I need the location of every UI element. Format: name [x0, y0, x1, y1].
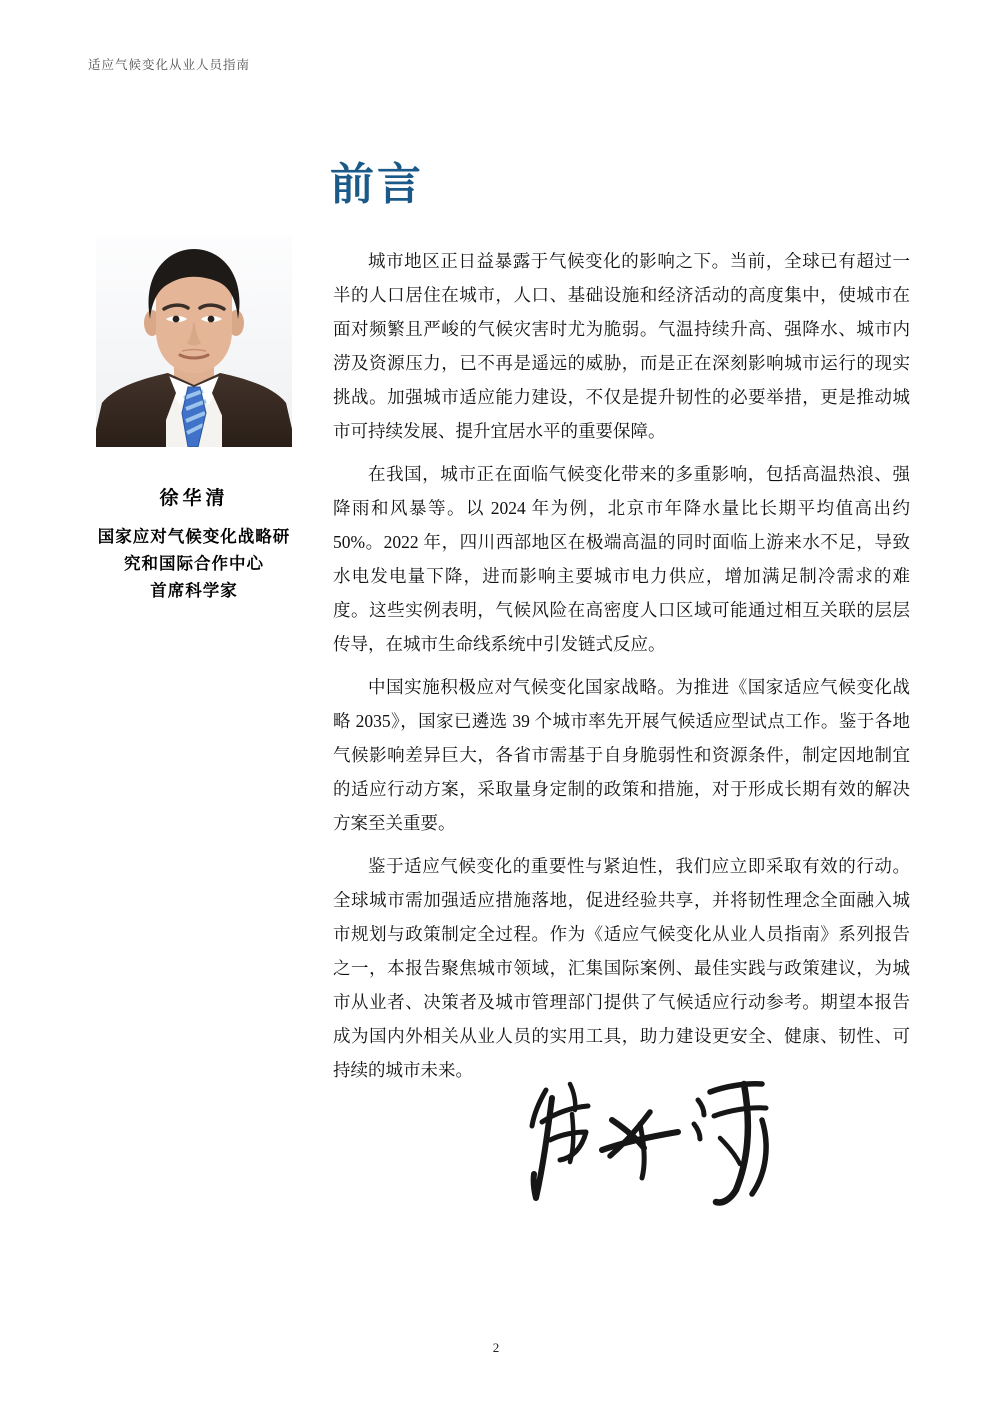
preface-body	[333, 244, 910, 1096]
paragraph-2: 在我国，城市正在面临气候变化带来的多重影响，包括高温热浪、强降雨和风暴等。以 2024 年为例，北京市年降水量比长期平均值高出约 50%。2022 年，四川西部地区在极端高温的同时面临上游来水不足，导致水电发电量下降，进而影响主要城市电力供应，增加满足制冷需求的难度。这些实例表明，气候风险在高密度人口区域可能通过相互关联的层层传导，在城市生命线系统中引发链式反应。	[333, 464, 910, 654]
affiliation-line-3: 首席科学家	[150, 582, 238, 600]
paragraph-3: 中国实施积极应对气候变化国家战略。为推进《国家适应气候变化战略 2035》，国家已遴选 39 个城市率先开展气候适应型试点工作。鉴于各地气候影响差异巨大，各省市需基于自身脆弱性和资源条件，制定因地制宜的适应行动方案，采取量身定制的政策和措施，对于形成长期有效的解决方案至关重要。	[333, 677, 910, 833]
author-block	[95, 235, 293, 605]
running-header: 适应气候变化从业人员指南	[88, 58, 251, 72]
page-number: 2	[492, 1340, 500, 1355]
page-title: 前言	[330, 160, 424, 210]
signature-strokes	[512, 1062, 774, 1214]
author-affiliation	[95, 524, 293, 605]
paragraph-4: 鉴于适应气候变化的重要性与紧迫性，我们应立即采取有效的行动。全球城市需加强适应措施落地，促进经验共享，并将韧性理念全面融入城市规划与政策制定全过程。作为《适应气候变化从业人员指南》系列报告之一，本报告聚焦城市领域，汇集国际案例、最佳实践与政策建议，为城市从业者、决策者及城市管理部门提供了气候适应行动参考。期望本报告成为国内外相关从业人员的实用工具，助力建设更安全、健康、韧性、可持续的城市未来。	[333, 856, 910, 1080]
affiliation-line-1: 国家应对气候变化战略研	[97, 528, 291, 546]
author-photo	[96, 235, 292, 447]
author-name: 徐华清	[159, 488, 229, 509]
signature-calligraphy	[512, 1062, 774, 1214]
affiliation-line-2: 究和国际合作中心	[124, 555, 264, 573]
paragraph-1: 城市地区正日益暴露于气候变化的影响之下。当前，全球已有超过一半的人口居住在城市，人口、基础设施和经济活动的高度集中，使城市在面对频繁且严峻的气候灾害时尤为脆弱。气温持续升高、强降水、城市内涝及资源压力，已不再是遥远的威胁，而是正在深刻影响城市运行的现实挑战。加强城市适应能力建设，不仅是提升韧性的必要举措，更是推动城市可持续发展、提升宜居水平的重要保障。	[333, 251, 910, 441]
